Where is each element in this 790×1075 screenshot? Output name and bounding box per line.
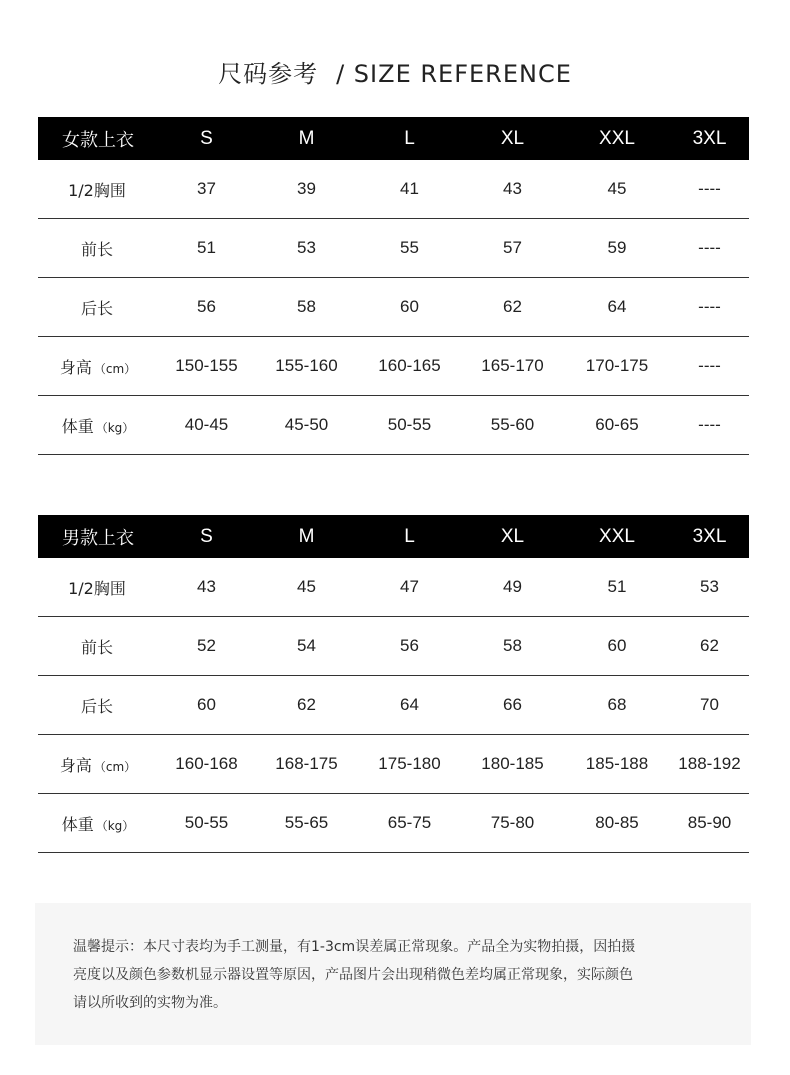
header-size-s: S: [200, 127, 213, 149]
table-cell: 51: [197, 238, 216, 257]
table-cell: 51: [607, 577, 627, 596]
table-cell: 175-180: [378, 754, 441, 773]
table-cell: 160-168: [175, 754, 238, 773]
table-cell: 80-85: [595, 813, 639, 832]
table-cell: 75-80: [490, 813, 535, 832]
table-cell: 65-75: [387, 813, 432, 832]
header-size-m: M: [298, 127, 315, 149]
note-line: 亮度以及颜色参数机显示器设置等原因，产品图片会出现稍微色差均属正常现象，实际颜色: [73, 967, 633, 983]
header-size-s: S: [200, 525, 213, 547]
table-cell: 40-45: [184, 415, 229, 434]
table-cell: 62: [503, 297, 522, 316]
table-cell: 49: [503, 577, 522, 596]
women-table-header: [38, 117, 749, 160]
table-row: [38, 278, 749, 337]
row-label: 1/2胸围: [68, 578, 126, 598]
table-cell: 55: [400, 238, 419, 257]
table-cell: 55-65: [284, 813, 329, 832]
table-cell: ----: [698, 238, 721, 257]
women-size-table: [38, 117, 749, 455]
header-size-xxl: XXL: [599, 525, 635, 547]
table-cell: 58: [297, 297, 316, 316]
header-category: 男款上衣: [62, 527, 134, 549]
table-row: [38, 160, 749, 219]
table-cell: 45: [607, 179, 627, 198]
title-cn: 尺码参考: [218, 60, 319, 88]
table-cell: 59: [607, 238, 627, 257]
row-label: 体重 （kg）: [61, 416, 135, 436]
table-cell: 188-192: [678, 754, 741, 773]
table-cell: 50-55: [387, 415, 432, 434]
title-en: / SIZE REFERENCE: [336, 60, 572, 88]
table-cell: 60: [607, 636, 627, 655]
table-cell: 85-90: [687, 813, 732, 832]
table-cell: 60-65: [595, 415, 639, 434]
table-row: [38, 396, 749, 455]
header-category: 女款上衣: [62, 129, 134, 151]
table-cell: 68: [607, 695, 627, 714]
table-cell: 64: [607, 297, 627, 316]
header-size-3xl: 3XL: [692, 525, 727, 547]
table-cell: ----: [698, 356, 721, 375]
table-cell: 52: [197, 636, 216, 655]
table-cell: 43: [197, 577, 216, 596]
header-size-l: L: [404, 525, 415, 547]
table-cell: 57: [503, 238, 522, 257]
table-cell: 62: [297, 695, 316, 714]
table-cell: 39: [297, 179, 316, 198]
row-label: 前长: [80, 637, 113, 657]
header-size-m: M: [298, 525, 315, 547]
table-cell: 45-50: [284, 415, 329, 434]
table-cell: 50-55: [184, 813, 229, 832]
row-label: 1/2胸围: [68, 180, 126, 200]
row-label: 身高 （cm）: [59, 755, 137, 775]
header-size-3xl: 3XL: [692, 127, 727, 149]
row-label: 后长: [80, 298, 113, 318]
table-cell: 47: [400, 577, 419, 596]
table-cell: 165-170: [481, 356, 544, 375]
table-cell: 155-160: [275, 356, 338, 375]
table-cell: 54: [297, 636, 316, 655]
table-cell: 64: [400, 695, 419, 714]
men-size-table: [38, 515, 749, 853]
table-row: [38, 794, 749, 853]
table-row: [38, 558, 749, 617]
table-cell: 168-175: [275, 754, 338, 773]
header-size-xxl: XXL: [599, 127, 635, 149]
table-cell: ----: [698, 179, 721, 198]
table-row: [38, 219, 749, 278]
row-label: 前长: [80, 239, 113, 259]
row-label: 后长: [80, 696, 113, 716]
row-label: 体重 （kg）: [61, 814, 135, 834]
table-cell: ----: [698, 415, 721, 434]
table-cell: 185-188: [585, 754, 649, 773]
table-row: [38, 676, 749, 735]
header-size-xl: XL: [500, 127, 525, 149]
table-cell: 43: [503, 179, 522, 198]
men-table-header: [38, 515, 749, 558]
header-size-xl: XL: [500, 525, 525, 547]
table-cell: 55-60: [490, 415, 535, 434]
table-cell: 66: [503, 695, 522, 714]
table-row: [38, 617, 749, 676]
table-cell: 56: [400, 636, 419, 655]
table-row: [38, 735, 749, 794]
measurement-note: [35, 903, 751, 1045]
table-cell: 53: [297, 238, 316, 257]
table-cell: 60: [400, 297, 419, 316]
table-cell: 41: [400, 179, 419, 198]
table-row: [38, 337, 749, 396]
note-line: 请以所收到的实物为准。: [73, 995, 227, 1011]
table-cell: 56: [197, 297, 216, 316]
header-size-l: L: [404, 127, 415, 149]
table-cell: 58: [503, 636, 522, 655]
table-cell: 170-175: [585, 356, 649, 375]
table-cell: 60: [197, 695, 216, 714]
table-cell: 62: [700, 636, 719, 655]
table-cell: 70: [700, 695, 719, 714]
table-cell: 53: [700, 577, 719, 596]
note-line: 温馨提示：本尺寸表均为手工测量，有1-3cm误差属正常现象。产品全为实物拍摄，因拍摄: [73, 939, 636, 955]
page-title: [0, 54, 790, 89]
row-label: 身高 （cm）: [59, 357, 137, 377]
table-cell: 150-155: [175, 356, 238, 375]
table-cell: 37: [197, 179, 216, 198]
table-cell: ----: [698, 297, 721, 316]
table-cell: 180-185: [481, 754, 544, 773]
table-cell: 160-165: [378, 356, 441, 375]
table-cell: 45: [297, 577, 316, 596]
